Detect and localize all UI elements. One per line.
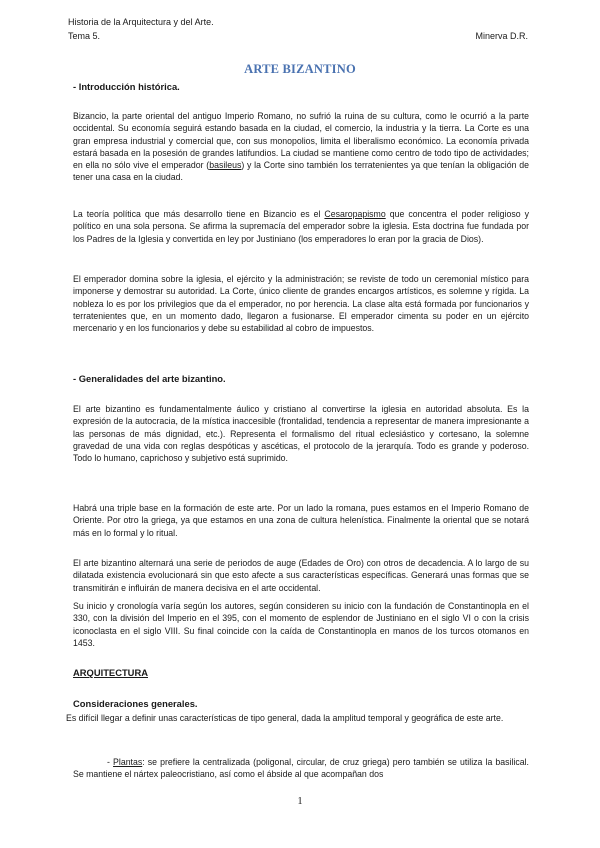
paragraph-plantas xyxy=(73,756,529,781)
page-number: 1 xyxy=(297,796,303,807)
paragraph-generalidades-3: El arte bizantino alternará una serie de periodos de auge (Edades de Oro) con otros de decadencia. A lo largo de su dilatada existencia evolucionará sin que esto afecte a sus características específicas. Generará unas formas que se transmitirán e influirán de manera decisiva en el arte occidental. xyxy=(73,558,529,593)
paragraph-intro-1 xyxy=(73,110,529,184)
header-topic: Tema 5. xyxy=(68,31,101,41)
paragraph-generalidades-2: Habrá una triple base en la formación de este arte. Por un lado la romana, pues estamos en el Imperio Romano de Oriente. Por otro la griega, ya que estamos en una zona de cultura helenística. Finalmente la oriental que se notará más en lo formal y lo ritual. xyxy=(73,503,529,538)
paragraph-intro-3: El emperador domina sobre la iglesia, el ejército y la administración; se reviste de todo un ceremonial místico para imponerse y demostrar su autoridad. La Corte, único cliente de grandes encargos artísticos, es solemne y rígida. La nobleza lo es por los privilegios que da el emperador, no por herencia. La clase alta está formada por funcionarios y terratenientes que, en un momento dado, llegaron a fusionarse. El emperador cimenta su poder en un ejército mercenario y en los funcionarios y debe su estabilidad al cobro de impuestos. xyxy=(73,274,529,334)
term-plantas: Plantas xyxy=(113,757,143,767)
section-heading-generalidades: - Generalidades del arte bizantino. xyxy=(73,373,226,384)
text-run: Bizancio, la parte oriental del antiguo Imperio Romano, no sufrió la ruina de su cultura, como le ocurrió a la parte occidental. Su economía seguirá estando basada en la ciudad, el comercio, la industria y la tierra. La Corte es una gran empresa industrial y comercial que, con sus monopolios, limita el liberalismo económico. La economía privada estará basada en la posesión de grandes latifundios. La ciudad se mantiene como centro de todo tipo de actividades; en ella no sólo vive el emperador ( xyxy=(73,111,529,171)
term-cesaropapismo: Cesaropapismo xyxy=(324,209,386,219)
text-run: La teoría política que más desarrollo tiene en Bizancio es el xyxy=(73,209,325,219)
paragraph-generalidades-1: El arte bizantino es fundamentalmente áulico y cristiano al convertirse la iglesia en autoridad absoluta. Es la expresión de la autocracia, de la mística inaccesible (frontalidad, tendencia a representar de manera impresionante a las personas de más dignidad, etc.). Representa el formalismo del ritual eclesiástico y cortesano, la solemne gravedad de una vida con reglas despóticas y ascéticas, el protocolo de la jerarquía. Todo es grande y poderoso. Todo lo humano, caprichoso y subjetivo está suprimido. xyxy=(73,404,529,464)
text-run: : se prefiere la centralizada (poligonal, circular, de cruz griega) pero también se utiliza la basilical. Se mantiene el nártex paleocristiano, así como el ábside al que acompañan dos xyxy=(73,757,529,780)
section-heading-arquitectura: ARQUITECTURA xyxy=(73,667,148,678)
header-course: Historia de la Arquitectura y del Arte. xyxy=(68,17,214,27)
text-run: - xyxy=(107,757,114,767)
document-title: ARTE BIZANTINO xyxy=(244,62,356,76)
subheading-consideraciones: Consideraciones generales. xyxy=(73,698,198,709)
paragraph-generalidades-4: Su inicio y cronología varía según los autores, según consideren su inicio con la fundación de Constantinopla en el 330, con la división del Imperio en el 395, con el momento de esplendor de Justiniano en el siglo VI o con la crisis iconoclasta en el siglo VIII. Su final coincide con la caída de Constantinopla en manos de los turcos otomanos en 1453. xyxy=(73,601,529,648)
text-run: que concentra el poder religioso y político en una sola persona. Se afirma la supremacía del emperador sobre la iglesia. Esta doctrina fue fundada por los Padres de la Iglesia y convertida en ley por Justiniano (los emperadores lo eran por la gracia de Dios). xyxy=(73,209,529,244)
term-basileus: basileus xyxy=(209,160,242,171)
text-run: ) y la Corte sino también los terratenientes ya que tenían la obligación de tener una casa en la ciudad. xyxy=(73,160,529,183)
header-author: Minerva D.R. xyxy=(475,31,528,41)
paragraph-arquitectura-1: Es difícil llegar a definir unas características de tipo general, dada la amplitud temporal y geográfica de este arte. xyxy=(66,713,504,723)
section-heading-intro: - Introducción histórica. xyxy=(73,81,180,92)
paragraph-intro-2 xyxy=(73,208,529,245)
